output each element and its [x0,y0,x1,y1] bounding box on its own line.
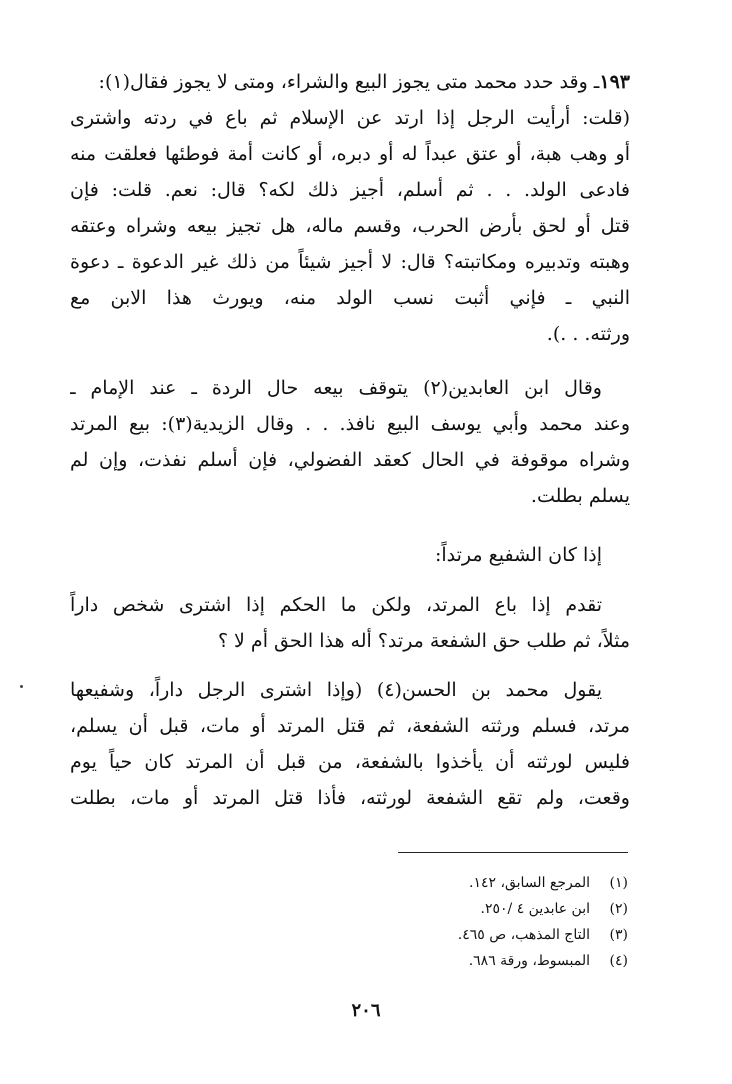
paragraph-question [70,587,630,659]
footnote-text: ابن عابدين ٤ /٢٥٠. [480,901,590,917]
text-line: ورثته. . .). [546,323,630,345]
text-line: يقول محمد بن الحسن(٤) (وإذا اشترى الرجل داراً، وشفيعها [70,679,603,701]
footnote-number: (٢) [609,901,628,917]
footnote-text: المرجع السابق، ١٤٢. [469,875,590,891]
footnote-item [330,896,628,922]
text-line: وعند محمد وأبي يوسف البيع نافذ. . . وقال الزيدية(٣): بيع المرتد [70,413,630,435]
text-line: وهبته وتدبيره ومكاتبته؟ قال: لا أجيز شيئاً من ذلك غير الدعوة ـ دعوة [70,251,630,273]
section-heading [70,537,630,573]
text-line: وقال ابن العابدين(٢) يتوقف بيعه حال الردة ـ عند الإمام ـ [70,377,602,399]
footnote-item [330,948,628,974]
footnote-number: (٤) [609,953,628,969]
footnote-text: التاج المذهب، ص ٤٦٥. [457,927,590,943]
footnote-number: (١) [609,875,628,891]
paragraph-number: ١٩٣ [599,71,630,93]
scan-speck [20,685,23,688]
text-line: فادعى الولد. . . ثم أسلم، أجيز ذلك لكه؟ قال: نعم. قلت: فإن [70,179,630,201]
text-line: مرتد، فسلم ورثته الشفعة، ثم قتل المرتد أو مات، قبل أن يسلم، [70,715,630,737]
footnote-text: المبسوط، ورقة ٦٨٦. [468,953,590,969]
text-line: تقدم إذا باع المرتد، ولكن ما الحكم إذا اشترى شخص داراً [70,594,602,616]
text-line: وقعت، ولم تقع الشفعة لورثته، فأذا قتل المرتد أو مات، بطلت [70,787,630,809]
footnotes [330,870,628,974]
section-193-first-line [70,64,630,100]
section-193 [70,64,630,352]
paragraph-muhammad [70,672,630,816]
text-line: قتل أو لحق بأرض الحرب، وقسم ماله، هل تجيز بيعه وشراه وعتقه [70,215,630,237]
text-line: أو وهب هبة، أو عتق عبداً له أو دبره، أو كانت أمة فوطئها فعلقت منه [70,143,630,165]
text-line: وشراه موقوفة في الحال كعقد الفضولي، فإن أسلم نفذت، وإن لم [70,449,630,471]
footnote-item [330,922,628,948]
text-line: (قلت: أرأيت الرجل إذا ارتد عن الإسلام ثم باع في ردته واشترى [70,107,630,129]
footnote-item [330,870,628,896]
text-line: ـ وقد حدد محمد متى يجوز البيع والشراء، ومتى لا يجوز فقال(١): [98,71,600,93]
text-line: النبي ـ فإني أثبت نسب الولد منه، ويورث هذا الابن مع [70,287,630,309]
page-number: ٢٠٦ [351,1000,381,1021]
text-line: فليس لورثته أن يأخذوا بالشفعة، من قبل أن المرتد كان حياً يوم [70,751,630,773]
footnote-number: (٣) [609,927,628,943]
footnote-divider [398,852,628,853]
heading-text: إذا كان الشفيع مرتداً: [434,544,602,566]
paragraph-ibn-abidin [70,370,630,514]
text-line: يسلم بطلت. [530,485,630,507]
text-line: مثلاً، ثم طلب حق الشفعة مرتد؟ أله هذا الحق أم لا ؟ [217,630,630,652]
